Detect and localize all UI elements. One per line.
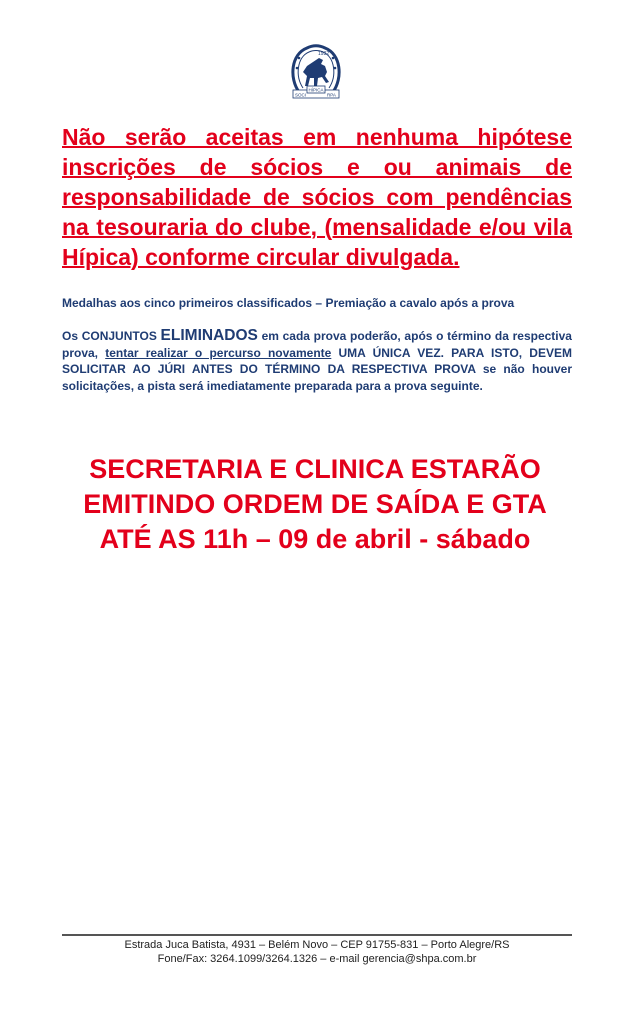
secretaria-line-3: ATÉ AS 11h – 09 de abril - sábado bbox=[99, 524, 531, 554]
secretaria-line-2: EMITINDO ORDEM DE SAÍDA E GTA bbox=[83, 489, 547, 519]
footer-contact: Fone/Fax: 3264.1099/3264.1326 – e-mail gerencia@shpa.com.br bbox=[157, 953, 477, 965]
footer-address: Estrada Juca Batista, 4931 – Belém Novo – CEP 91755-831 – Porto Alegre/RS bbox=[124, 939, 510, 951]
logo-band-center: HÍPICA bbox=[308, 87, 324, 93]
registration-warning: Não serão aceitas em nenhuma hipótese inscrições de sócios e ou animais de responsabilidade de sócios com pendências na tesouraria do clube, (mensalidade e/ou vila Hípica) conforme circular divulgada. bbox=[62, 124, 572, 270]
eliminated-rule-paragraph bbox=[62, 328, 572, 394]
medals-notice: Medalhas aos cinco primeiros classificados – Premiação a cavalo após a prova bbox=[62, 296, 515, 310]
logo-year: 1932 bbox=[318, 51, 330, 57]
eliminated-underlined: tentar realizar o percurso novamente bbox=[105, 345, 332, 360]
eliminated-text-part2: em cada prova poderão, após o término da respectiva prova, bbox=[62, 329, 572, 360]
footer-divider bbox=[62, 934, 572, 936]
secretaria-line-1: SECRETARIA E CLINICA ESTARÃO bbox=[89, 454, 541, 484]
eliminated-text-part3: UMA ÚNICA VEZ. PARA ISTO, DEVEM SOLICITAR AO JÚRI ANTES DO TÉRMINO DA RESPECTIVA PROVA se não houver solicitações, a pista será imediatamente preparada para a prova seguinte. bbox=[62, 345, 572, 393]
eliminated-highlight: ELIMINADOS bbox=[160, 327, 258, 344]
eliminated-text-part1: Os CONJUNTOS bbox=[62, 329, 161, 343]
logo-band-left: SOCI bbox=[295, 92, 307, 98]
shpa-horse-logo-icon bbox=[285, 42, 347, 104]
footer bbox=[62, 938, 572, 966]
secretaria-notice bbox=[40, 452, 590, 557]
logo-band-right: RPA bbox=[327, 92, 336, 98]
